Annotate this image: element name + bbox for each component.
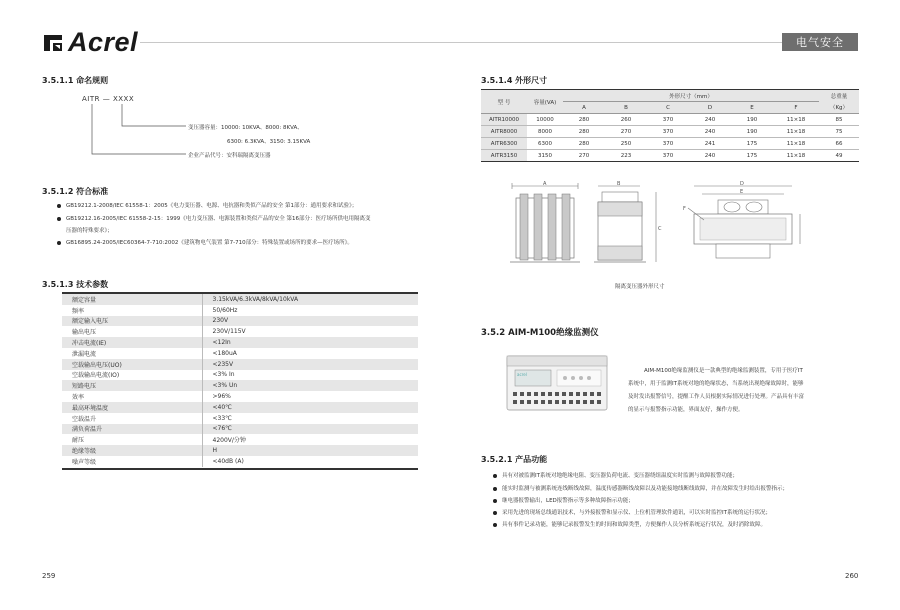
dims-table [481, 89, 859, 162]
dim-cell: 190 [746, 116, 758, 123]
dim-cell: 260 [620, 116, 632, 123]
dim-model: AITR6300 [481, 138, 527, 150]
tech-spec-table [62, 294, 418, 467]
dim-label-b: B [617, 181, 621, 187]
spec-row [62, 294, 418, 305]
aim-desc-line: 系统中，用于监测IT系统对地的绝缘状态，当系统出现绝缘故障时，能够 [628, 381, 804, 387]
col-weight-unit: （Kg） [819, 102, 859, 114]
naming-heading: 3.5.1.1 命名规则 [42, 76, 109, 85]
dim-label-a: A [543, 181, 547, 187]
spec-param: 满负荷温升 [62, 424, 202, 435]
dim-cell: 223 [620, 152, 632, 159]
dim-label-c: C [658, 226, 662, 232]
spec-param: 冲击电流(IE) [62, 337, 202, 348]
spec-param: 最高环境温度 [62, 402, 202, 413]
standard-item-continuation: 压器的特殊要求》； [66, 228, 113, 234]
spec-row [62, 348, 418, 359]
dim-cell: 240 [704, 116, 716, 123]
dim-cell: 85 [835, 116, 843, 123]
aim-heading: 3.5.2 AIM-M100绝缘监测仪 [481, 328, 599, 338]
function-item [493, 520, 766, 528]
spec-row [62, 413, 418, 424]
dim-cell: 3150 [538, 152, 552, 159]
function-text: 具有事件记录功能，能够记录报警发生的时间和故障类型，方便操作人员分析系统运行状况，及时消除故障。 [502, 522, 767, 528]
dim-row [481, 150, 859, 162]
top-view [683, 181, 800, 258]
dim-row [481, 126, 859, 138]
dim-cell: 11×18 [786, 116, 806, 123]
spec-param: 额定容量 [62, 294, 202, 305]
bullet-icon [493, 474, 497, 478]
spec-value: <180uA [212, 349, 237, 357]
function-text: 具有对被监测IT系统对地绝缘电阻、变压器负荷电流、变压器绕组温度实时监测与故障报警功能； [502, 473, 738, 479]
dim-model: AITR8000 [481, 126, 527, 138]
spec-row [62, 326, 418, 337]
spec-row [62, 316, 418, 327]
dim-cell: 8000 [538, 128, 552, 135]
dim-cell: 250 [620, 140, 632, 147]
device-brand: acrel [517, 372, 527, 377]
spec-value: 50/60Hz [212, 306, 238, 314]
dim-cell: 270 [620, 128, 632, 135]
naming-leader-lines [88, 104, 188, 160]
dim-cell: 11×18 [786, 128, 806, 135]
aim-desc-line: AIM-M100绝缘监测仪是一款典型的绝缘监测装置，专用于医疗IT [644, 368, 803, 374]
dim-subheader: F [773, 102, 819, 114]
dim-cell: 175 [746, 140, 758, 147]
dim-cell: 66 [835, 140, 843, 147]
spec-value: <76℃ [202, 424, 418, 435]
spec-param: 噪声等级 [62, 456, 202, 467]
dim-cell: 240 [704, 152, 716, 159]
spec-param: 输出电压 [62, 326, 202, 337]
aim-desc-line: 及时发出报警信号，提醒工作人员根据实际情况进行处理。产品具有丰富 [628, 394, 805, 400]
spec-value: 3.15kVA/6.3kVA/8kVA/10kVA [202, 294, 418, 305]
dim-cell: 11×18 [786, 140, 806, 147]
bullet-icon [493, 499, 497, 503]
dim-cell: 175 [746, 152, 758, 159]
spec-row [62, 456, 418, 467]
dim-subheader: A [563, 102, 605, 114]
spec-row [62, 434, 418, 445]
standard-item [57, 238, 353, 246]
dim-label-f: F [683, 206, 686, 212]
standard-item [57, 201, 357, 209]
spec-row [62, 402, 418, 413]
bullet-icon [57, 217, 61, 221]
tech-heading: 3.5.1.3 技术参数 [42, 280, 109, 289]
spec-param: 效率 [62, 391, 202, 402]
page-number-right: 260 [845, 572, 859, 580]
col-dims-header: 外形尺寸（mm） [563, 90, 819, 102]
dim-cell: 270 [578, 152, 590, 159]
spec-value: <12In [202, 337, 418, 348]
function-text: 能实时监测与被测系统连线断线故障，温度传感器断线故障以及功能接地线断线故障，并在故障发生时给出报警指示； [502, 486, 789, 492]
spec-value: <33℃ [212, 414, 232, 422]
spec-row [62, 391, 418, 402]
spec-param: 短路电压 [62, 380, 202, 391]
spec-row [62, 337, 418, 348]
spec-value: <3% In [212, 371, 235, 379]
dim-cell: 370 [662, 140, 674, 147]
dims-heading: 3.5.1.4 外形尺寸 [481, 76, 548, 85]
dim-cell: 75 [835, 128, 843, 135]
tech-table-bottom-rule [62, 468, 418, 470]
dim-cell: 49 [835, 152, 843, 159]
dim-cell: 190 [746, 128, 758, 135]
spec-row [62, 424, 418, 435]
dim-cell: 10000 [536, 116, 554, 123]
spec-value: 4200V/分钟 [212, 437, 246, 445]
function-text: 采用先进的现场总线通讯技术，与外接报警和显示仪、上位机管理软件通讯，可以实时监控IT系统的运行状况； [502, 510, 771, 516]
naming-capacity-line2: 6300: 6.3KVA、3150: 3.15KVA [227, 139, 311, 145]
spec-value: >96% [212, 393, 231, 401]
page-number-left: 259 [42, 572, 56, 580]
dim-model: AITR10000 [481, 114, 527, 126]
acrel-logo-icon [42, 32, 64, 54]
spec-row [62, 380, 418, 391]
bullet-icon [493, 523, 497, 527]
dim-subheader: D [689, 102, 731, 114]
dim-cell: 370 [662, 128, 674, 135]
dim-subheader: E [731, 102, 773, 114]
dim-label-d: D [740, 181, 744, 187]
dim-row [481, 114, 859, 126]
spec-row [62, 370, 418, 381]
spec-value: <235V [202, 359, 418, 370]
dim-subheader: C [647, 102, 689, 114]
spec-param: 频率 [62, 305, 202, 316]
spec-param: 绝缘等级 [62, 445, 202, 456]
brand-name: Acrel [68, 27, 139, 57]
function-item [493, 496, 634, 504]
model-code: AITR — XXXX [82, 95, 135, 103]
col-weight-header: 总重量 [819, 90, 859, 102]
spec-param: 空载输出电压(UO) [62, 359, 202, 370]
dim-cell: 280 [578, 140, 590, 147]
naming-product-code: 企业产品代号：安科瑞隔离变压器 [188, 153, 271, 159]
drawing-caption: 隔离变压器外形尺寸 [615, 284, 665, 290]
spec-param: 耐压 [62, 434, 202, 445]
front-view [510, 181, 580, 262]
spec-value: H [202, 445, 418, 456]
dim-subheader: B [605, 102, 647, 114]
dim-cell: 241 [704, 140, 716, 147]
col-model-header: 型 号 [481, 90, 527, 114]
transformer-outline-drawing [490, 180, 870, 290]
spec-value: 230V/115V [212, 328, 246, 336]
spec-value: <3% Un [202, 380, 418, 391]
section-tag: 电气安全 [782, 33, 858, 51]
col-capacity-header: 容量(VA) [527, 90, 563, 114]
dim-cell: 370 [662, 152, 674, 159]
spec-param: 空载输出电流(IO) [62, 370, 202, 381]
naming-capacity-line1: 变压器容量：10000: 10KVA、8000: 8KVA、 [188, 125, 303, 131]
spec-row [62, 359, 418, 370]
aim-desc-line: 的显示与报警指示功能，界面友好，操作方便。 [628, 407, 744, 413]
function-item [493, 471, 738, 479]
spec-param: 空载温升 [62, 413, 202, 424]
standards-heading: 3.5.1.2 符合标准 [42, 187, 109, 196]
spec-value: 230V [202, 316, 418, 327]
function-item [493, 508, 771, 516]
dim-label-e: E [740, 189, 744, 195]
function-item [493, 484, 788, 492]
dim-cell: 240 [704, 128, 716, 135]
brand-logo [42, 27, 138, 58]
spec-param: 额定输入电压 [62, 316, 202, 327]
standard-text: GB19212.16-2005/IEC 61558-2-15：1999《电力变压器、电源装置和类似产品的安全 第16部分：医疗场所供电用隔离变 [66, 216, 371, 222]
dim-cell: 370 [662, 116, 674, 123]
dim-row [481, 138, 859, 150]
dim-model: AITR3150 [481, 150, 527, 162]
dim-cell: 11×18 [786, 152, 806, 159]
bullet-icon [57, 204, 61, 208]
standard-text: GB16895.24-2005/IEC60364-7-710:2002《建筑物电气装置 第7-710部分：特殊装置或场所的要求—医疗场所》。 [66, 240, 353, 246]
spec-param: 泄漏电流 [62, 348, 202, 359]
spec-value: <40℃ [202, 402, 418, 413]
side-view [594, 181, 662, 262]
dim-cell: 6300 [538, 140, 552, 147]
function-text: 继电器报警输出，LED报警指示等多种故障指示功能； [502, 498, 634, 504]
header-rule [140, 42, 782, 43]
standard-item [57, 214, 371, 222]
spec-row [62, 445, 418, 456]
bullet-icon [493, 511, 497, 515]
bullet-icon [57, 241, 61, 245]
bullet-icon [493, 487, 497, 491]
aim-device-image [505, 352, 611, 414]
spec-value: <40dB (A) [212, 457, 244, 465]
standard-text: GB19212.1-2008/IEC 61558-1：2005《电力变压器、电源、电抗器和类似产品的安全 第1部分：通用要求和试验》； [66, 203, 358, 209]
spec-row [62, 305, 418, 316]
dim-cell: 280 [578, 128, 590, 135]
functions-heading: 3.5.2.1 产品功能 [481, 455, 548, 464]
dim-cell: 280 [578, 116, 590, 123]
